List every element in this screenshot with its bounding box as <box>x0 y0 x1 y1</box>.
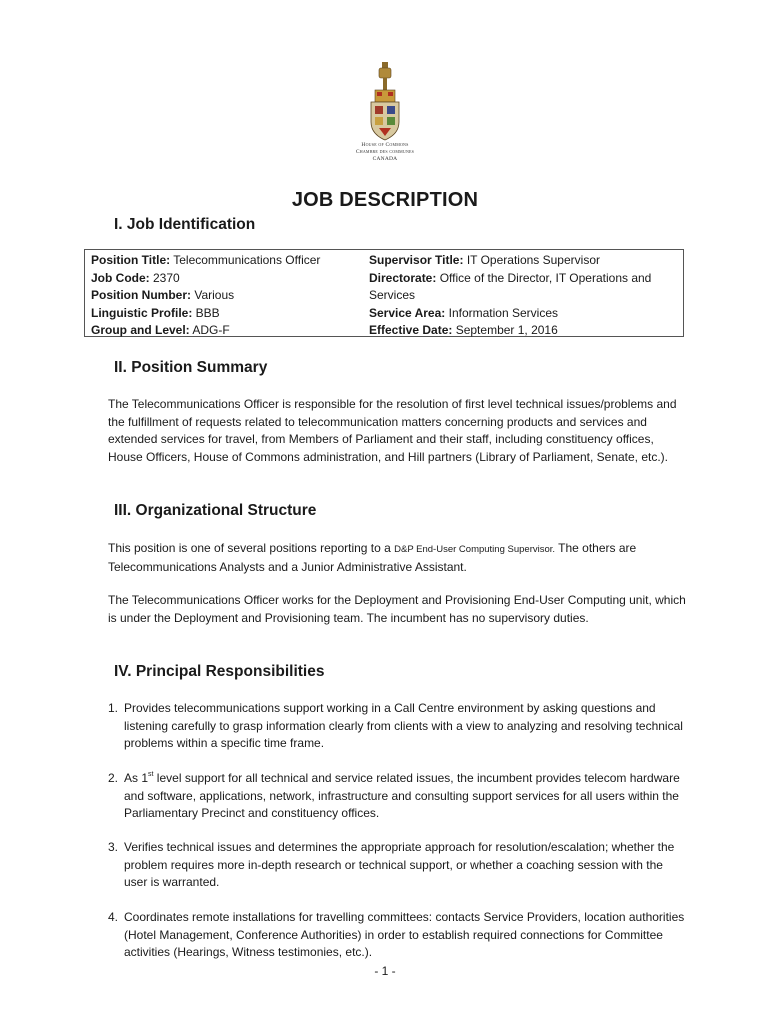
list-item: 4. Coordinates remote installations for travelling committees: contacts Service Providers, location authorities (Hotel Management, Conference Authorities) in order to establish required connections for Committee activities (Hearings, Witness testimonies, etc.). <box>108 910 685 960</box>
document-title: JOB DESCRIPTION <box>291 189 479 211</box>
field-position-number: Position Number: Various <box>91 288 235 302</box>
list-item: 1. Provides telecommunications support working in a Call Centre environment by asking questions and listening carefully to grasp information clearly from clients with a view to analyzing and resolving technical problems within a specific time frame. <box>108 701 683 751</box>
crest-emblem-icon <box>365 60 405 142</box>
job-identification-table <box>84 249 684 337</box>
field-supervisor-title: Supervisor Title: IT Operations Supervisor <box>369 253 600 267</box>
organizational-structure-paragraph-2: The Telecommunications Officer works for the Deployment and Provisioning End-User Computing unit, which is under the Deployment and Provisioning team. The incumbent has no supervisory duties. <box>108 593 686 625</box>
responsibilities-list <box>108 839 688 892</box>
crest-caption-line-3: CANADA <box>372 156 398 162</box>
responsibilities-list <box>108 909 688 962</box>
field-directorate-continued: Services <box>369 288 416 302</box>
crest-caption-line-2: Chambre des communes <box>355 149 415 155</box>
field-position-title: Position Title: Telecommunications Officer <box>91 253 321 267</box>
field-linguistic-profile: Linguistic Profile: BBB <box>91 305 220 320</box>
field-effective-date: Effective Date: September 1, 2016 <box>369 323 558 337</box>
list-item: 3. Verifies technical issues and determines the appropriate approach for resolution/escalation; whether the problem requires more in-depth research or technical support, or whether a coaching session with the user is warranted. <box>108 840 675 890</box>
section-heading-principal-responsibilities: IV. Principal Responsibilities <box>114 663 325 680</box>
field-group-and-level: Group and Level: ADG-F <box>91 323 230 337</box>
job-identification-left-column <box>91 252 369 340</box>
section-heading-job-identification: I. Job Identification <box>114 216 256 233</box>
crest-caption-line-1: House of Commons <box>361 142 409 148</box>
organizational-structure-paragraph-1: This position is one of several positions reporting to a D&P End-User Computing Supervisor. The others are Telecommunications Analysts and a Junior Administrative Assistant. <box>108 541 637 574</box>
field-service-area: Service Area: Information Services <box>369 305 558 320</box>
responsibilities-list <box>108 770 688 823</box>
page-number: - 1 - <box>374 964 396 978</box>
job-identification-right-column <box>369 252 679 340</box>
list-item: 2. As 1st level support for all technical and service related issues, the incumbent provides telecom hardware and software, applications, network, infrastructure and consulting support services for all users within the Parliamentary Precinct and constituency offices. <box>108 771 680 821</box>
responsibilities-list <box>108 700 688 753</box>
field-job-code: Job Code: 2370 <box>91 270 180 285</box>
section-heading-organizational-structure: III. Organizational Structure <box>114 502 317 519</box>
field-directorate: Directorate: Office of the Director, IT Operations and <box>369 270 652 285</box>
section-heading-position-summary: II. Position Summary <box>114 359 268 376</box>
position-summary-text: The Telecommunications Officer is responsible for the resolution of first level technical issues/problems and the fulfillment of requests related to telecommunication matters concerning products and services and extended services for travel, from Members of Parliament and their staff, including constituency offices, House Officers, House of Commons administration, and Hill partners (Library of Parliament, Senate, etc.). <box>108 397 677 464</box>
house-of-commons-crest <box>340 60 430 163</box>
